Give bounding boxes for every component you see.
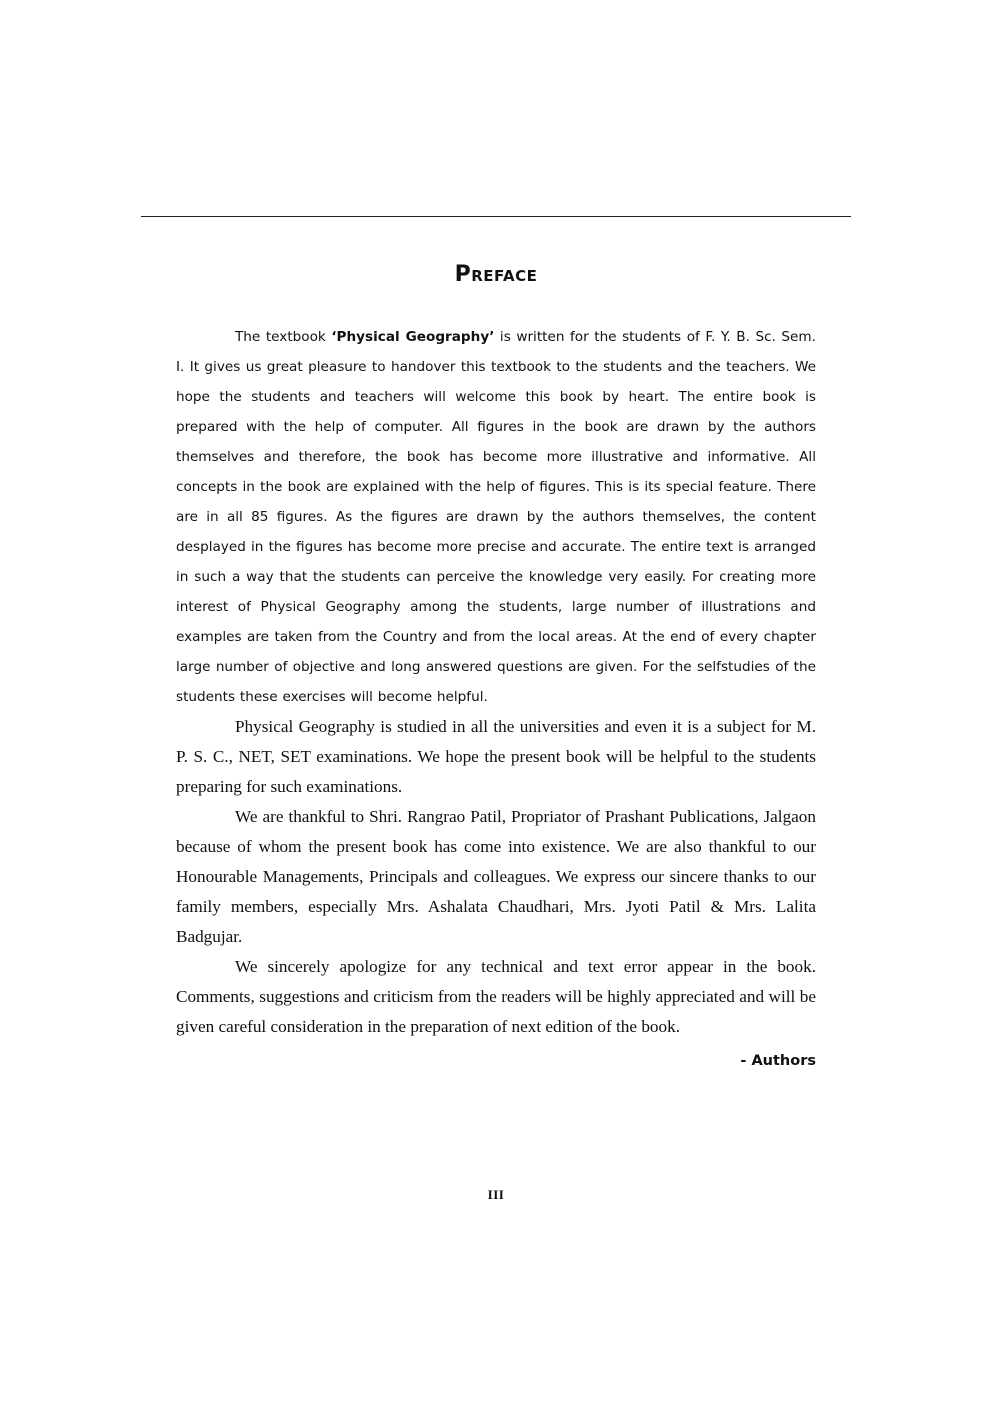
paragraph-apology: We sincerely apologize for any technical and text error appear in the book. Comments, suggestions and criticism from the readers will be highly appreciated and will be given careful consideration in the preparation of next edition of the book. bbox=[176, 957, 816, 1036]
paragraph-intro bbox=[176, 322, 816, 712]
preface-body bbox=[176, 322, 816, 1076]
page-title: Preface bbox=[454, 262, 538, 287]
paragraph-acknowledgements: We are thankful to Shri. Rangrao Patil, Propriator of Prashant Publications, Jalgaon because of whom the present book has come into existence. We are also thankful to our Honourable Managements, Principals and colleagues. We express our sincere thanks to our family members, especially Mrs. Ashalata Chaudhari, Mrs. Jyoti Patil & Mrs. Lalita Badgujar. bbox=[176, 807, 816, 946]
intro-body-text: is written for the students of F. Y. B. Sc. Sem. I. It gives us great pleasure to handover this textbook to the students and the teachers. We hope the students and teachers will welcome this book by heart. The entire book is prepared with the help of computer. All figures in the book are drawn by the authors themselves and therefore, the book has become more illustrative and informative. All concepts in the book are explained with the help of figures. This is its special feature. There are in all 85 figures. As the figures are drawn by the authors themselves, the content desplayed in the figures has become more precise and accurate. The entire text is arranged in such a way that the students can perceive the knowledge very easily. For creating more interest of Physical Geography among the students, large number of illustrations and examples are taken from the Country and from the local areas. At the end of every chapter large number of objective and long answered questions are given. For the selfstudies of the students these exercises will become helpful. bbox=[176, 329, 816, 705]
paragraph-examinations: Physical Geography is studied in all the universities and even it is a subject for M. P. S. C., NET, SET examinations. We hope the present book will be helpful to the students preparing for such examinations. bbox=[176, 717, 816, 796]
intro-lead-text: The textbook bbox=[235, 329, 332, 345]
header-rule bbox=[141, 216, 851, 217]
page-number: III bbox=[487, 1187, 505, 1202]
authors-signature: - Authors bbox=[740, 1053, 816, 1069]
book-title: ‘Physical Geography’ bbox=[331, 329, 495, 345]
